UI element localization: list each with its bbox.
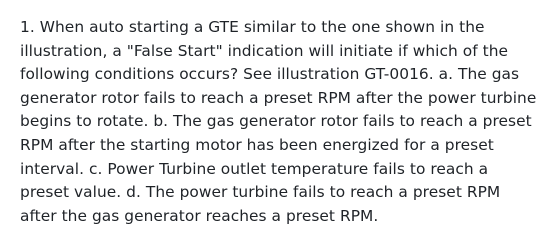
question-text: 1. When auto starting a GTE similar to the one shown in the illustration, a "False Start" indication will initiate if which of the following conditions occurs? See illustration GT-0016. a. The gas generator rotor fails to reach a preset RPM after the power turbine begins to rotate. b. The gas generator rotor fails to reach a preset RPM after the starting motor has been energized for a preset interval. c. Power Turbine outlet temperature fails to reach a preset value. d. The power turbine fails to reach a preset RPM after the gas generator reaches a preset RPM. [20, 18, 537, 225]
